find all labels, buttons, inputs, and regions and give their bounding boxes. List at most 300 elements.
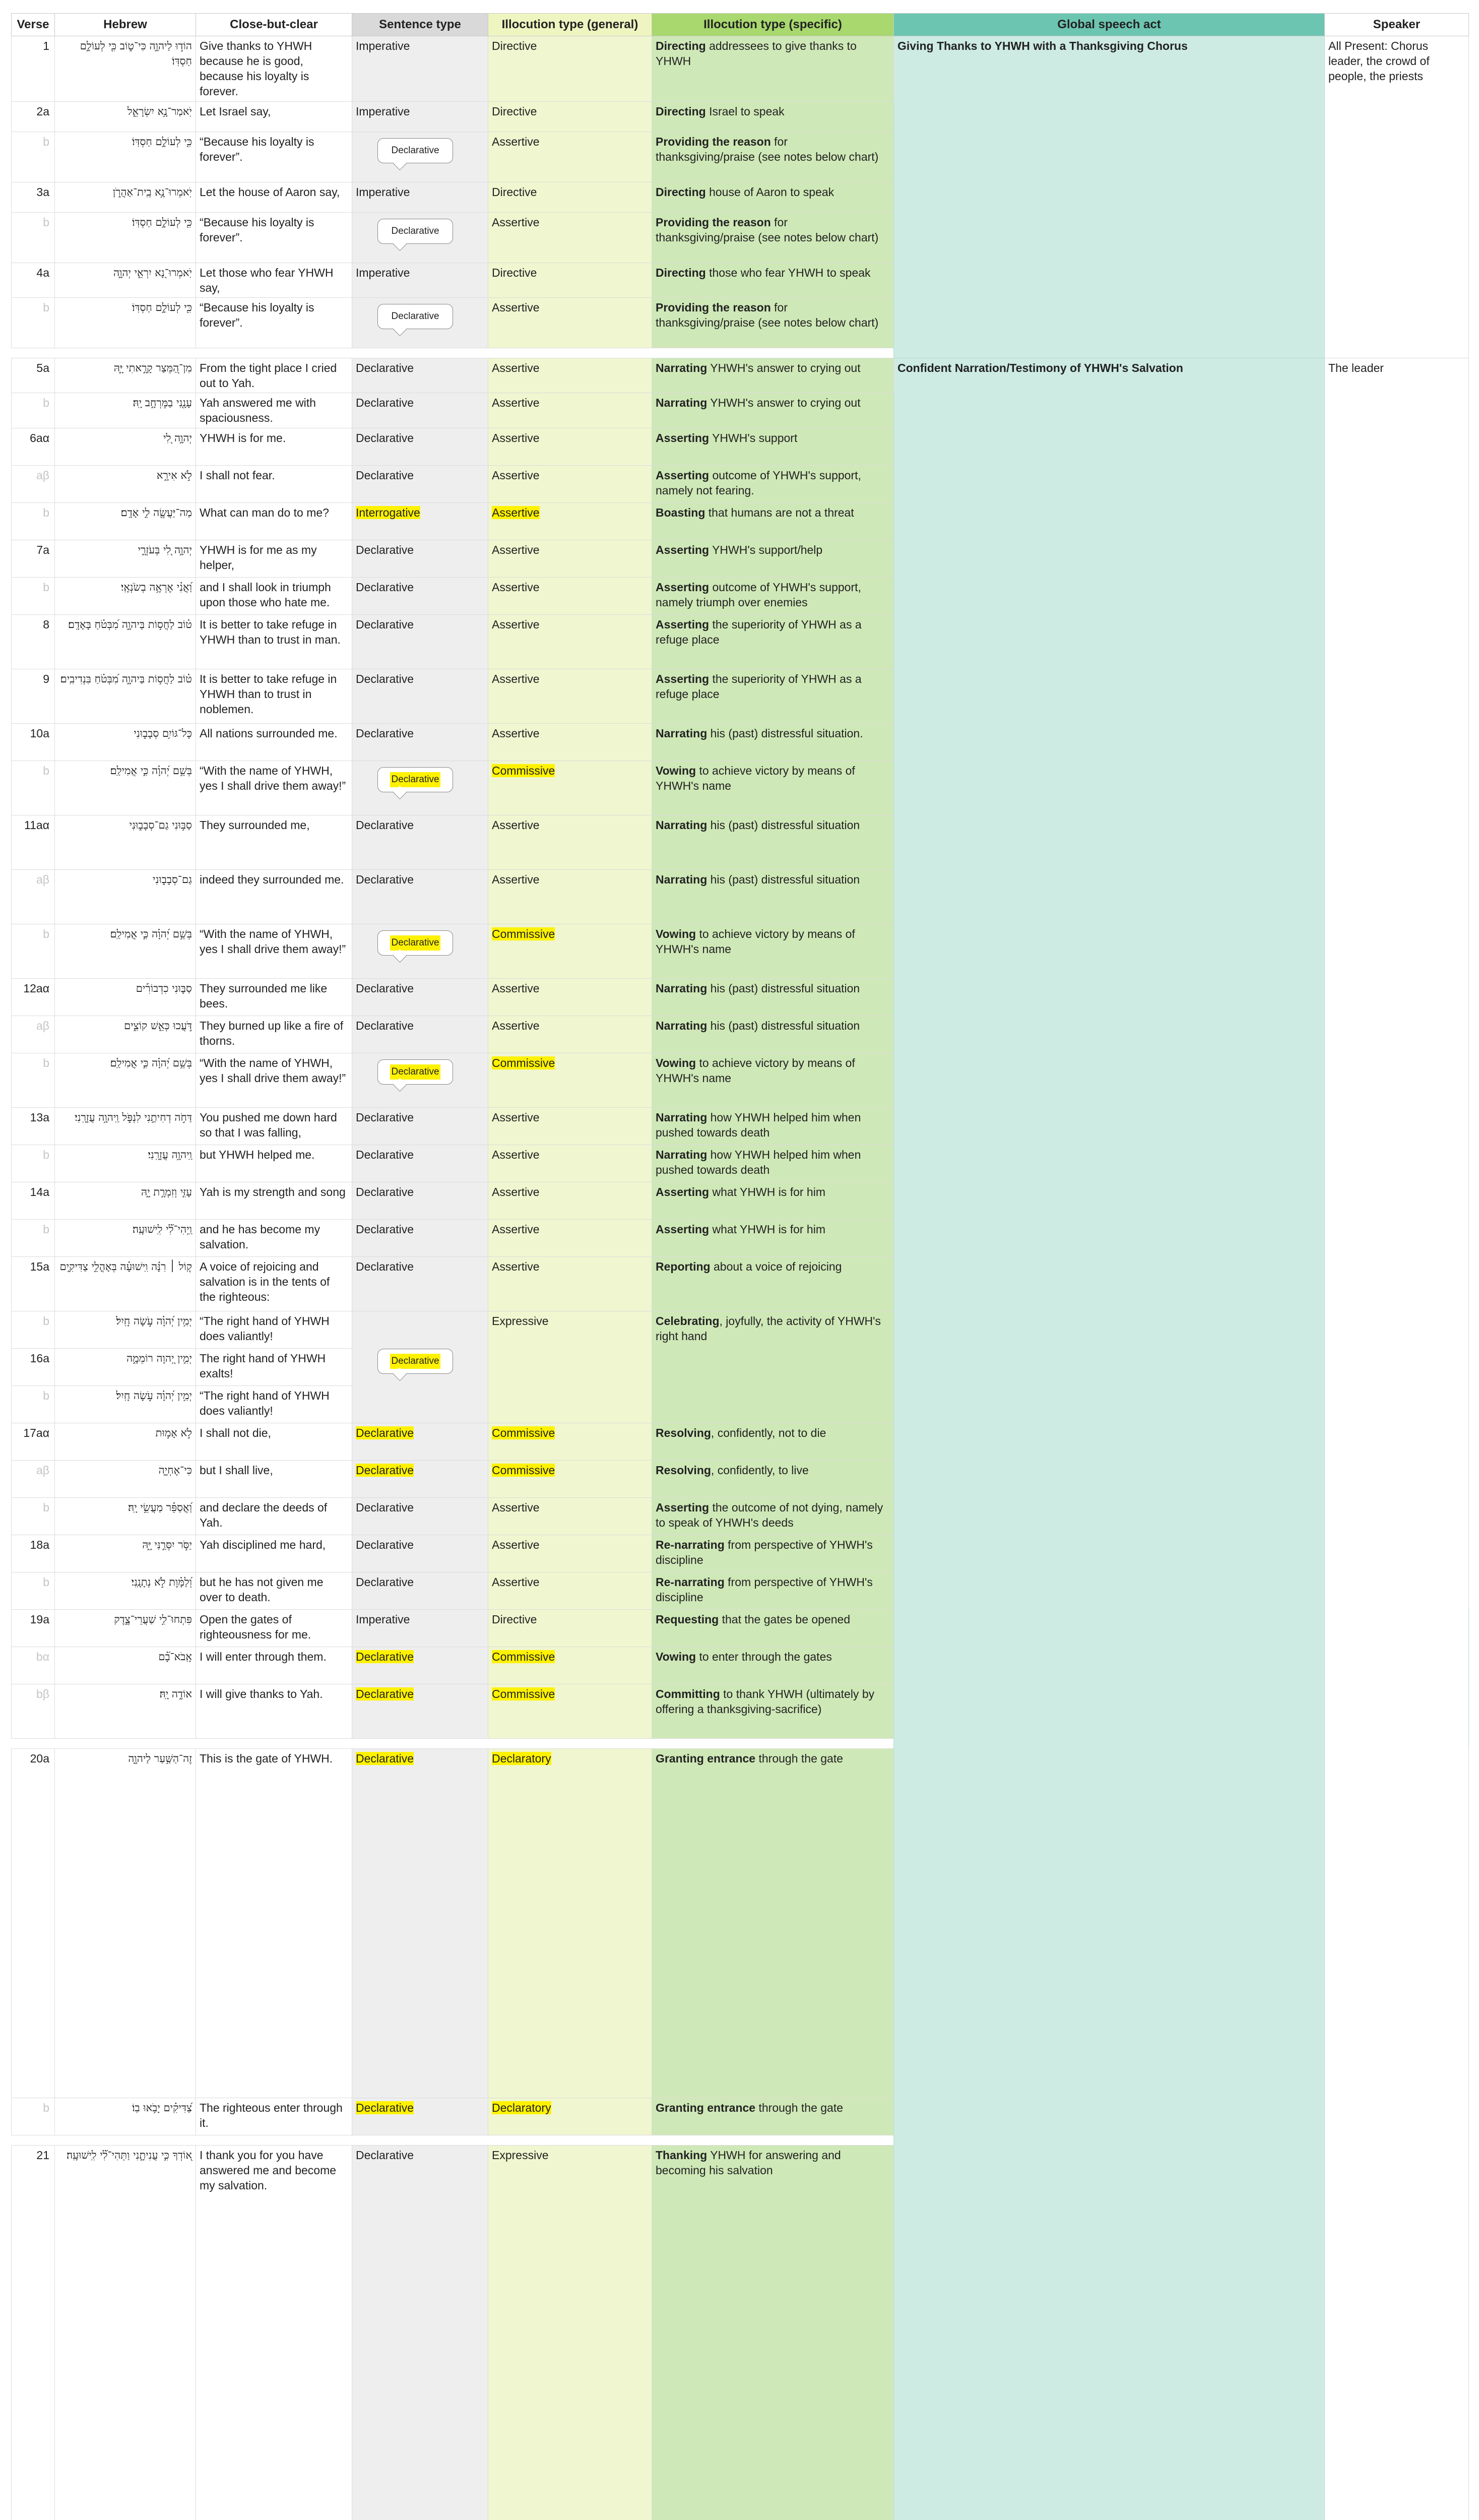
illocution-specific-cell [652, 870, 894, 924]
illocution-specific-cell [652, 1535, 894, 1572]
illocution-general-label: Assertive [492, 1538, 540, 1551]
illocution-general-cell [488, 1182, 652, 1220]
illocution-general-cell [488, 263, 652, 298]
close-but-clear-text: and I shall look in triumph upon those who hate me. [196, 578, 352, 615]
table-row [12, 358, 1469, 393]
illocution-general-cell [488, 1220, 652, 1257]
verse-number: 3a [12, 182, 55, 213]
illocution-detail: for thanksgiving/praise (see notes below chart) [656, 135, 879, 163]
illocution-verb: Providing the reason [656, 216, 771, 229]
illocution-detail: YHWH for answering and becoming his salvation [656, 2149, 841, 2177]
verse-number: b [12, 1311, 55, 1349]
illocution-verb: Vowing [656, 927, 696, 940]
sentence-type-label: Declarative [356, 361, 414, 374]
hebrew-text: כָּל־גּוֹיִ֥ם סְבָב֑וּנִי [55, 724, 196, 761]
illocution-verb: Directing [656, 185, 706, 199]
sentence-type-cell [352, 213, 488, 263]
hebrew-text: וַֽיהוָ֥ה עֲזָרָֽנִי׃ [55, 1145, 196, 1182]
sentence-type-callout [377, 219, 453, 244]
verse-number: b [12, 503, 55, 540]
sentence-type-label: Declarative [356, 1260, 414, 1273]
illocution-general-label: Directive [492, 1613, 537, 1626]
sentence-type-label: Declarative [356, 2101, 414, 2114]
sentence-type-cell [352, 1535, 488, 1572]
illocution-general-label: Directive [492, 39, 537, 52]
hebrew-text: סַבּ֥וּנִי גַם־סְבָב֑וּנִי [55, 815, 196, 870]
illocution-specific-cell [652, 393, 894, 428]
sentence-type-cell [352, 102, 488, 132]
hebrew-text: ט֗וֹב לַחֲס֥וֹת בַּיהוָ֑ה מִ֝בְּטֹ֗חַ בִּנְדִיבִֽים׃ [55, 669, 196, 724]
illocution-verb: Narrating [656, 396, 708, 409]
illocution-general-label: Assertive [492, 361, 540, 374]
verse-number: 1 [12, 36, 55, 102]
verse-number: b [12, 761, 55, 815]
illocution-general-cell [488, 1257, 652, 1311]
illocution-verb: Granting entrance [656, 1752, 756, 1765]
illocution-general-cell [488, 1461, 652, 1498]
close-but-clear-text: It is better to take refuge in YHWH than to trust in man. [196, 615, 352, 669]
sentence-type-cell [352, 2098, 488, 2135]
close-but-clear-text: They surrounded me, [196, 815, 352, 870]
hebrew-text: הוֹד֣וּ לַיהוָ֣ה כִּי־ט֑וֹב כִּ֖י לְעוֹלָ֣ם חַסְדּֽוֹ׃ [55, 36, 196, 102]
illocution-detail: the superiority of YHWH as a refuge place [656, 672, 862, 701]
table-row [12, 36, 1469, 102]
verse-number: 13a [12, 1108, 55, 1145]
sentence-type-cell [352, 979, 488, 1016]
sentence-type-cell [352, 724, 488, 761]
illocution-verb: Narrating [656, 361, 708, 374]
illocution-specific-cell [652, 102, 894, 132]
illocution-general-label: Commissive [492, 764, 555, 777]
close-but-clear-text: “With the name of YHWH, yes I shall drive them away!” [196, 1053, 352, 1108]
sentence-type-label: Declarative [356, 2149, 414, 2162]
close-but-clear-text: A voice of rejoicing and salvation is in the tents of the righteous: [196, 1257, 352, 1311]
illocution-specific-cell [652, 36, 894, 102]
verse-number: b [12, 924, 55, 979]
illocution-general-label: Assertive [492, 506, 540, 519]
hebrew-text: יְמִ֣ין יְ֭הוָה רוֹמֵמָ֑ה [55, 1349, 196, 1386]
sentence-type-cell [352, 1311, 488, 1423]
illocution-specific-cell [652, 669, 894, 724]
illocution-verb: Asserting [656, 543, 710, 556]
close-but-clear-text: indeed they surrounded me. [196, 870, 352, 924]
illocution-verb: Narrating [656, 982, 708, 995]
hebrew-text: ק֤וֹל ׀ רִנָּ֬ה וִֽישׁוּעָ֗ה בְּאָהֳלֵ֥י צַדִּיקִ֑ים [55, 1257, 196, 1311]
illocution-general-label: Assertive [492, 1501, 540, 1514]
close-but-clear-text: What can man do to me? [196, 503, 352, 540]
illocution-general-cell [488, 1572, 652, 1610]
sentence-type-cell [352, 358, 488, 393]
illocution-general-cell [488, 1053, 652, 1108]
sentence-type-cell [352, 1498, 488, 1535]
sentence-type-callout [377, 930, 453, 956]
sentence-type-cell [352, 1220, 488, 1257]
hebrew-text: צַ֝דִּיקִ֗ים יָבֹ֥אוּ בֽוֹ׃ [55, 2098, 196, 2135]
hebrew-text: עָזִּ֣י וְזִמְרָ֣ת יָ֑הּ [55, 1182, 196, 1220]
hebrew-text: א֭וֹדְךָ כִּ֣י עֲנִיתָ֑נִי וַתְּהִי־לִ֝֗י לִֽישׁוּעָֽה׃ [55, 2146, 196, 2520]
illocution-verb: Committing [656, 1687, 720, 1700]
illocution-general-label: Assertive [492, 727, 540, 740]
hebrew-text: וַ֝אֲסַפֵּ֗ר מַעֲשֵׂ֥י יָֽהּ׃ [55, 1498, 196, 1535]
sentence-type-label: Declarative [356, 1501, 414, 1514]
sentence-type-cell [352, 1257, 488, 1311]
illocution-general-label: Assertive [492, 216, 540, 229]
sentence-type-label: Declarative [356, 543, 414, 556]
illocution-general-label: Assertive [492, 431, 540, 445]
table-body [12, 36, 1469, 2520]
illocution-verb: Resolving [656, 1426, 711, 1439]
hebrew-text: אָֽבֹא־בָ֝֗ם [55, 1647, 196, 1684]
illocution-detail: to achieve victory by means of YHWH's name [656, 927, 855, 956]
verse-number: 4a [12, 263, 55, 298]
sentence-type-cell [352, 263, 488, 298]
illocution-verb: Asserting [656, 1501, 710, 1514]
close-but-clear-text: This is the gate of YHWH. [196, 1749, 352, 2098]
illocution-specific-cell [652, 358, 894, 393]
illocution-verb: Asserting [656, 581, 710, 594]
verse-number: bβ [12, 1684, 55, 1739]
sentence-type-label: Imperative [356, 39, 410, 52]
illocution-detail: outcome of YHWH's support, namely triumph over enemies [656, 581, 861, 609]
sentence-type-callout [377, 138, 453, 163]
illocution-general-cell [488, 1684, 652, 1739]
sentence-type-cell [352, 1182, 488, 1220]
illocution-general-cell [488, 1145, 652, 1182]
sentence-type-cell [352, 1461, 488, 1498]
illocution-general-cell [488, 428, 652, 466]
speech-act-table [11, 13, 1469, 2520]
close-but-clear-text: The right hand of YHWH exalts! [196, 1349, 352, 1386]
illocution-verb: Boasting [656, 506, 705, 519]
illocution-detail: YHWH's support [709, 431, 798, 445]
illocution-general-label: Commissive [492, 1687, 555, 1700]
illocution-general-label: Assertive [492, 672, 540, 685]
illocution-general-cell [488, 1311, 652, 1423]
sentence-type-label: Declarative [356, 1185, 414, 1199]
illocution-verb: Thanking [656, 2149, 708, 2162]
illocution-detail: the outcome of not dying, namely to speak of YHWH's deeds [656, 1501, 883, 1529]
sentence-type-cell [352, 503, 488, 540]
illocution-general-label: Assertive [492, 469, 540, 482]
illocution-general-cell [488, 102, 652, 132]
sentence-type-cell [352, 761, 488, 815]
illocution-detail: , confidently, not to die [711, 1426, 826, 1439]
illocution-general-cell [488, 669, 652, 724]
hebrew-text: גַם־סְבָב֑וּנִי [55, 870, 196, 924]
verse-number: 19a [12, 1610, 55, 1647]
illocution-specific-cell [652, 761, 894, 815]
illocution-specific-cell [652, 1220, 894, 1257]
close-but-clear-text: They burned up like a fire of thorns. [196, 1016, 352, 1053]
sentence-type-cell [352, 393, 488, 428]
sentence-type-callout [377, 1059, 453, 1085]
illocution-specific-cell [652, 263, 894, 298]
illocution-verb: Providing the reason [656, 301, 771, 314]
close-but-clear-text: Let those who fear YHWH say, [196, 263, 352, 298]
header-row [12, 14, 1469, 36]
close-but-clear-text: Give thanks to YHWH because he is good, because his loyalty is forever. [196, 36, 352, 102]
illocution-general-label: Commissive [492, 1056, 555, 1069]
verse-number: b [12, 132, 55, 182]
hebrew-text: כִּ֖י לְעוֹלָ֣ם חַסְדּֽוֹ׃ [55, 298, 196, 348]
close-but-clear-text: I shall not die, [196, 1423, 352, 1461]
illocution-verb: Requesting [656, 1613, 719, 1626]
illocution-general-label: Assertive [492, 396, 540, 409]
close-but-clear-text: I will give thanks to Yah. [196, 1684, 352, 1739]
sentence-type-cell [352, 1016, 488, 1053]
hebrew-text: וַֽיְהִי־לִ֝֗י לִֽישׁוּעָֽה׃ [55, 1220, 196, 1257]
illocution-general-label: Assertive [492, 135, 540, 148]
col-header-verse: Verse [12, 14, 55, 36]
illocution-general-cell [488, 2098, 652, 2135]
illocution-specific-cell [652, 1647, 894, 1684]
sentence-type-cell [352, 540, 488, 578]
close-but-clear-text: They surrounded me like bees. [196, 979, 352, 1016]
illocution-general-cell [488, 1610, 652, 1647]
global-speech-act-cell: Giving Thanks to YHWH with a Thanksgiving Chorus [894, 36, 1325, 358]
verse-number: 8 [12, 615, 55, 669]
close-but-clear-text: All nations surrounded me. [196, 724, 352, 761]
hebrew-text: יְמִ֥ין יְ֝הוָ֗ה עֹ֣שָׂה חָֽיִל׃ [55, 1386, 196, 1423]
sentence-type-cell [352, 2146, 488, 2520]
callout-label: Declarative [391, 226, 439, 236]
illocution-specific-cell [652, 1684, 894, 1739]
sentence-type-cell [352, 36, 488, 102]
illocution-detail: through the gate [755, 2101, 844, 2114]
illocution-general-cell [488, 132, 652, 182]
illocution-verb: Asserting [656, 1223, 710, 1236]
illocution-specific-cell [652, 1610, 894, 1647]
illocution-detail: addressees to give thanks to YHWH [656, 39, 857, 68]
illocution-verb: Vowing [656, 764, 696, 777]
illocution-specific-cell [652, 578, 894, 615]
hebrew-text: זֶה־הַשַּׁ֥עַר לַיהוָ֑ה [55, 1749, 196, 2098]
sentence-type-label: Imperative [356, 185, 410, 199]
illocution-verb: Narrating [656, 1019, 708, 1032]
illocution-general-cell [488, 1498, 652, 1535]
illocution-specific-cell [652, 1108, 894, 1145]
hebrew-text: יַסֹּ֣ר יִסְּרַ֣נִּי יָּ֑הּ [55, 1535, 196, 1572]
sentence-type-label: Declarative [356, 873, 414, 886]
illocution-specific-cell [652, 1423, 894, 1461]
hebrew-text: וַ֝אֲנִ֗י אֶרְאֶ֥ה בְשֹׂנְאָֽי׃ [55, 578, 196, 615]
hebrew-text: מִן־הַ֭מֵּצַר קָרָ֣אתִי יָּ֑הּ [55, 358, 196, 393]
illocution-specific-cell [652, 132, 894, 182]
verse-number: 18a [12, 1535, 55, 1572]
illocution-general-label: Assertive [492, 873, 540, 886]
illocution-specific-cell [652, 182, 894, 213]
illocution-verb: Re-narrating [656, 1576, 725, 1589]
illocution-verb: Narrating [656, 873, 708, 886]
col-header-global-speech-act: Global speech act [894, 14, 1325, 36]
illocution-general-label: Commissive [492, 1426, 555, 1439]
illocution-general-label: Assertive [492, 1185, 540, 1199]
illocution-general-cell [488, 1535, 652, 1572]
illocution-general-label: Assertive [492, 818, 540, 832]
verse-number: b [12, 1220, 55, 1257]
sentence-type-cell [352, 466, 488, 503]
close-but-clear-text: From the tight place I cried out to Yah. [196, 358, 352, 393]
illocution-specific-cell [652, 2098, 894, 2135]
close-but-clear-text: Let the house of Aaron say, [196, 182, 352, 213]
col-header-speaker: Speaker [1325, 14, 1469, 36]
sentence-type-cell [352, 1684, 488, 1739]
verse-number: b [12, 1053, 55, 1108]
hebrew-text: דַּחֹ֣ה דְחִיתַ֣נִי לִנְפֹּ֑ל וַֽיהוָ֥ה עֲזָרָֽנִי׃ [55, 1108, 196, 1145]
hebrew-text: יְהוָ֣ה לִ֭י בְּעֹזְרָ֑י [55, 540, 196, 578]
illocution-specific-cell [652, 213, 894, 263]
illocution-detail: house of Aaron to speak [705, 185, 834, 199]
verse-number: b [12, 578, 55, 615]
hebrew-text: יֹֽאמְרוּ־נָ֥א בֵֽית־אַהֲרֹ֑ן [55, 182, 196, 213]
verse-number: aβ [12, 1461, 55, 1498]
illocution-general-cell [488, 1749, 652, 2098]
close-but-clear-text: “Because his loyalty is forever”. [196, 213, 352, 263]
close-but-clear-text: Yah answered me with spaciousness. [196, 393, 352, 428]
close-but-clear-text: Let Israel say, [196, 102, 352, 132]
illocution-detail: that the gates be opened [719, 1613, 851, 1626]
illocution-detail: to achieve victory by means of YHWH's name [656, 1056, 855, 1085]
sentence-type-label: Declarative [356, 431, 414, 445]
illocution-detail: Israel to speak [705, 105, 785, 118]
illocution-general-label: Assertive [492, 618, 540, 631]
illocution-detail: his (past) distressful situation. [707, 727, 863, 740]
close-but-clear-text: Open the gates of righteousness for me. [196, 1610, 352, 1647]
illocution-general-cell [488, 298, 652, 348]
sentence-type-label: Imperative [356, 1613, 410, 1626]
sentence-type-callout [377, 1349, 453, 1374]
sentence-type-label: Declarative [356, 1426, 414, 1439]
hebrew-text: דֹּ֣עֲכוּ כְּאֵ֣שׁ קוֹצִ֑ים [55, 1016, 196, 1053]
close-but-clear-text: I will enter through them. [196, 1647, 352, 1684]
hebrew-text: עָנָ֖נִי בַמֶּרְחָ֣ב יָֽהּ׃ [55, 393, 196, 428]
illocution-general-label: Commissive [492, 927, 555, 940]
verse-number: aβ [12, 870, 55, 924]
illocution-specific-cell [652, 298, 894, 348]
callout-label: Declarative [390, 1354, 440, 1369]
close-but-clear-text: but he has not given me over to death. [196, 1572, 352, 1610]
sentence-type-callout [377, 304, 453, 329]
gap-cell [12, 1739, 894, 1749]
hebrew-text: בְּשֵׁ֥ם יְ֝הוָ֗ה כִּ֣י אֲמִילַֽם׃ [55, 1053, 196, 1108]
sentence-type-cell [352, 132, 488, 182]
sentence-type-label: Declarative [356, 1148, 414, 1161]
sentence-type-cell [352, 1145, 488, 1182]
verse-number: 15a [12, 1257, 55, 1311]
illocution-specific-cell [652, 1016, 894, 1053]
sentence-type-label: Declarative [356, 1576, 414, 1589]
col-header-close-but-clear: Close-but-clear [196, 14, 352, 36]
illocution-general-cell [488, 358, 652, 393]
close-but-clear-text: You pushed me down hard so that I was falling, [196, 1108, 352, 1145]
illocution-general-cell [488, 761, 652, 815]
illocution-verb: Vowing [656, 1650, 696, 1663]
illocution-verb: Reporting [656, 1260, 711, 1273]
verse-number: aβ [12, 466, 55, 503]
verse-number: 20a [12, 1749, 55, 2098]
speaker-cell: All Present: Chorus leader, the crowd of people, the priests [1325, 36, 1469, 358]
illocution-detail: through the gate [755, 1752, 844, 1765]
verse-number: 21 [12, 2146, 55, 2520]
illocution-specific-cell [652, 1498, 894, 1535]
hebrew-text: בְּשֵׁ֥ם יְ֝הוָ֗ה כִּ֣י אֲמִילַֽם׃ [55, 761, 196, 815]
hebrew-text: יֹֽאמַר־נָ֥א יִשְׂרָאֵ֑ל [55, 102, 196, 132]
illocution-general-label: Declaratory [492, 2101, 551, 2114]
illocution-general-label: Assertive [492, 301, 540, 314]
verse-number: 17aα [12, 1423, 55, 1461]
col-header-hebrew: Hebrew [55, 14, 196, 36]
illocution-verb: Directing [656, 39, 706, 52]
sentence-type-label: Declarative [356, 396, 414, 409]
illocution-general-label: Declaratory [492, 1752, 551, 1765]
illocution-general-label: Assertive [492, 1148, 540, 1161]
sentence-type-label: Declarative [356, 469, 414, 482]
close-but-clear-text: “The right hand of YHWH does valiantly! [196, 1386, 352, 1423]
illocution-detail: to achieve victory by means of YHWH's name [656, 764, 855, 792]
callout-label: Declarative [390, 935, 440, 951]
sentence-type-cell [352, 870, 488, 924]
sentence-type-label: Declarative [356, 1650, 414, 1663]
illocution-detail: to thank YHWH (ultimately by offering a thanksgiving-sacrifice) [656, 1687, 875, 1716]
sentence-type-label: Declarative [356, 618, 414, 631]
close-but-clear-text: I shall not fear. [196, 466, 352, 503]
hebrew-text: כִּי־אֶחְיֶ֑ה [55, 1461, 196, 1498]
hebrew-text: יְמִ֥ין יְ֝הוָ֗ה עֹ֣שָׂה חָֽיִל׃ [55, 1311, 196, 1349]
illocution-verb: Asserting [656, 618, 710, 631]
sentence-type-label: Declarative [356, 727, 414, 740]
illocution-general-label: Expressive [492, 1314, 549, 1328]
illocution-specific-cell [652, 1572, 894, 1610]
illocution-detail: about a voice of rejoicing [710, 1260, 842, 1273]
hebrew-text: סַבּ֪וּנִי כִדְבוֹרִ֡ים [55, 979, 196, 1016]
illocution-verb: Asserting [656, 431, 710, 445]
sentence-type-cell [352, 1053, 488, 1108]
sentence-type-cell [352, 815, 488, 870]
speaker-cell: The leader [1325, 358, 1469, 2520]
illocution-detail: YHWH's answer to crying out [707, 361, 861, 374]
verse-number: aβ [12, 1016, 55, 1053]
verse-number: b [12, 393, 55, 428]
sentence-type-cell [352, 182, 488, 213]
illocution-verb: Resolving [656, 1464, 711, 1477]
hebrew-text: מַה־יַּעֲשֶׂ֖ה לִ֣י אָדָֽם׃ [55, 503, 196, 540]
verse-number: b [12, 1498, 55, 1535]
global-speech-act-cell: Confident Narration/Testimony of YHWH's Salvation [894, 358, 1325, 2520]
illocution-general-label: Assertive [492, 1111, 540, 1124]
illocution-general-cell [488, 2146, 652, 2520]
illocution-specific-cell [652, 1749, 894, 2098]
illocution-verb: Directing [656, 105, 706, 118]
illocution-detail: YHWH's answer to crying out [707, 396, 861, 409]
illocution-general-label: Assertive [492, 1576, 540, 1589]
close-but-clear-text: “With the name of YHWH, yes I shall drive them away!” [196, 924, 352, 979]
hebrew-text: כִּ֖י לְעוֹלָ֣ם חַסְדּֽוֹ׃ [55, 213, 196, 263]
sentence-type-label: Imperative [356, 266, 410, 279]
verse-number: 5a [12, 358, 55, 393]
close-but-clear-text: It is better to take refuge in YHWH than to trust in noblemen. [196, 669, 352, 724]
illocution-general-cell [488, 1647, 652, 1684]
illocution-detail: , joyfully, the activity of YHWH's right hand [656, 1314, 881, 1343]
verse-number: 9 [12, 669, 55, 724]
illocution-specific-cell [652, 979, 894, 1016]
close-but-clear-text: but I shall live, [196, 1461, 352, 1498]
illocution-detail: from perspective of YHWH's discipline [656, 1576, 873, 1604]
sentence-type-label: Declarative [356, 1019, 414, 1032]
verse-number: 7a [12, 540, 55, 578]
illocution-general-cell [488, 815, 652, 870]
illocution-specific-cell [652, 1257, 894, 1311]
illocution-verb: Granting entrance [656, 2101, 756, 2114]
